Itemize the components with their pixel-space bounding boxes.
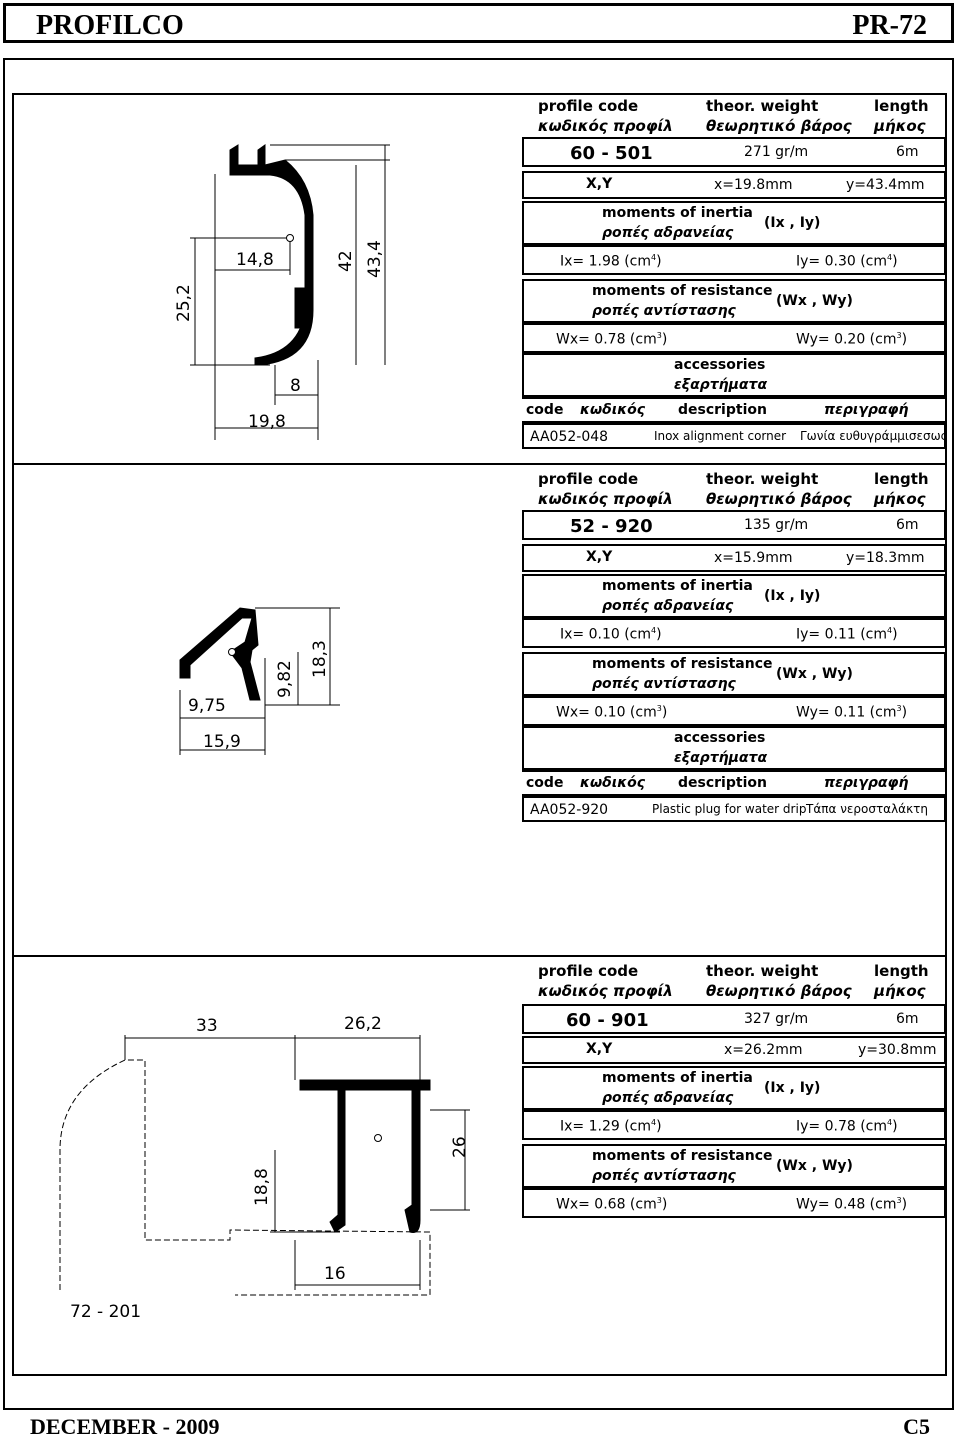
x-value: x=19.8mm xyxy=(714,177,793,193)
wy-value: Wy= 0.11 (cm xyxy=(796,704,897,721)
wx-value: Wx= 0.78 (cm xyxy=(556,331,657,348)
inertia-label-gr: ροπές αδρανείας xyxy=(602,598,734,614)
dim-label: 43,4 xyxy=(365,240,385,278)
inertia-label: moments of inertia xyxy=(602,1070,753,1086)
y-value: y=43.4mm xyxy=(846,177,925,193)
profile-row xyxy=(522,510,946,540)
xy-row xyxy=(522,1036,946,1064)
length-label-gr: μήκος xyxy=(874,117,926,135)
resistance-label-gr: ροπές αντίστασης xyxy=(592,1168,736,1184)
accessories-header xyxy=(522,726,946,770)
footer-date: DECEMBER - 2009 xyxy=(30,1414,220,1439)
code-label-gr: κωδικός xyxy=(580,775,646,791)
resistance-label: moments of resistance xyxy=(592,656,773,672)
y-value: y=30.8mm xyxy=(858,1042,937,1058)
brand-name: PROFILCO xyxy=(36,10,184,41)
resistance-header xyxy=(522,652,946,696)
profile-2-shape xyxy=(180,608,260,700)
weight-label-gr: θεωρητικό βάρος xyxy=(706,117,852,135)
description-label: description xyxy=(678,775,767,791)
dim-label: 19,8 xyxy=(248,412,286,432)
wxwy-label: (Wx , Wy) xyxy=(776,1158,853,1174)
accessory-desc: Inox alignment corner xyxy=(654,429,787,443)
accessories-label: accessories xyxy=(674,357,766,373)
dim-label: 33 xyxy=(196,1016,218,1036)
profile-code: 52 - 920 xyxy=(570,516,653,537)
dim-label: 9,82 xyxy=(275,660,295,698)
profile-code-label-gr: κωδικός προφίλ xyxy=(538,490,673,508)
dim-label: 18,3 xyxy=(310,640,330,678)
profile-code-label: profile code xyxy=(538,470,639,488)
accessory-desc-gr: Γωνία ευθυγράμμισεσως xyxy=(800,429,948,443)
dim-label: 14,8 xyxy=(236,250,274,270)
y-value: y=18.3mm xyxy=(846,550,925,566)
inertia-header xyxy=(522,574,946,618)
dim-label: 18,8 xyxy=(252,1168,272,1206)
resistance-label-gr: ροπές αντίστασης xyxy=(592,303,736,319)
xy-label: X,Y xyxy=(586,549,613,565)
accessories-header xyxy=(522,353,946,397)
length-label: length xyxy=(874,962,929,980)
length-label-gr: μήκος xyxy=(874,982,926,1000)
ix-value: Ix= 1.29 (cm xyxy=(560,1118,652,1135)
weight-label: theor. weight xyxy=(706,470,819,488)
iy-value: Iy= 0.30 (cm xyxy=(796,253,888,270)
accessory-row xyxy=(522,423,946,449)
weight-label: theor. weight xyxy=(706,97,819,115)
accessory-desc: Plastic plug for water drip xyxy=(652,802,807,816)
wy-value: Wy= 0.48 (cm xyxy=(796,1196,897,1213)
wx-value: Wx= 0.10 (cm xyxy=(556,704,657,721)
xy-label: X,Y xyxy=(586,1041,613,1057)
inertia-label-gr: ροπές αδρανείας xyxy=(602,1090,734,1106)
accessory-columns xyxy=(522,397,946,423)
ixiy-label: (Ix , Iy) xyxy=(764,1080,821,1096)
inertia-values: Ix= 1.29 $(cm^4)$ Iy= 0.78 $(cm^4)$ xyxy=(522,1110,946,1140)
accessory-code: AA052-920 xyxy=(530,802,609,818)
profile-code-label-gr: κωδικός προφίλ xyxy=(538,982,673,1000)
resistance-values: Wx= 0.10 $(cm^3)$ Wy= 0.11 $(cm^3)$ xyxy=(522,696,946,726)
resistance-label: moments of resistance xyxy=(592,283,773,299)
iy-value: Iy= 0.11 (cm xyxy=(796,626,888,643)
profile-length: 6m xyxy=(896,517,919,533)
footer-page: C5 xyxy=(903,1414,930,1439)
dim-label: 26,2 xyxy=(344,1014,382,1034)
accessory-desc-gr: Τάπα νεροσταλάκτη xyxy=(806,802,928,816)
profile-code: 60 - 901 xyxy=(566,1010,649,1031)
accessories-label: accessories xyxy=(674,730,766,746)
inertia-label: moments of inertia xyxy=(602,205,753,221)
inertia-label-gr: ροπές αδρανείας xyxy=(602,225,734,241)
dim-label: 9,75 xyxy=(188,696,226,716)
profile-1-slot xyxy=(295,288,307,328)
code-label: code xyxy=(526,775,564,791)
profile-weight: 327 gr/m xyxy=(744,1011,809,1027)
xy-row xyxy=(522,171,946,199)
dim-label: 26 xyxy=(450,1136,470,1158)
resistance-label-gr: ροπές αντίστασης xyxy=(592,676,736,692)
accessory-columns xyxy=(522,770,946,796)
profile-code-label: profile code xyxy=(538,97,639,115)
inertia-label: moments of inertia xyxy=(602,578,753,594)
code-label-gr: κωδικός xyxy=(580,402,646,418)
ix-value: Ix= 0.10 (cm xyxy=(560,626,652,643)
wxwy-label: (Wx , Wy) xyxy=(776,666,853,682)
resistance-header xyxy=(522,279,946,323)
inertia-header xyxy=(522,201,946,245)
profile-3-drawing xyxy=(60,1035,470,1295)
description-label: description xyxy=(678,402,767,418)
length-label: length xyxy=(874,470,929,488)
xy-label: X,Y xyxy=(586,176,613,192)
inertia-values: Ix= 1.98 $(cm^4)$ Iy= 0.30 $(cm^4)$ xyxy=(522,245,946,275)
inertia-values: Ix= 0.10 $(cm^4)$ Iy= 0.11 $(cm^4)$ xyxy=(522,618,946,648)
profile-code: 60 - 501 xyxy=(570,143,653,164)
length-label-gr: μήκος xyxy=(874,490,926,508)
resistance-header xyxy=(522,1144,946,1188)
wy-value: Wy= 0.20 (cm xyxy=(796,331,897,348)
page-code: PR-72 xyxy=(852,10,927,41)
accessory-row xyxy=(522,796,946,822)
profile-code-label-gr: κωδικός προφίλ xyxy=(538,117,673,135)
profile-row xyxy=(522,1004,946,1034)
reference-profile-label: 72 - 201 xyxy=(70,1302,142,1322)
profile-weight: 271 gr/m xyxy=(744,144,809,160)
weight-label: theor. weight xyxy=(706,962,819,980)
x-value: x=15.9mm xyxy=(714,550,793,566)
accessories-label-gr: εξαρτήματα xyxy=(674,377,768,393)
profile-length: 6m xyxy=(896,1011,919,1027)
xy-row xyxy=(522,544,946,572)
accessories-label-gr: εξαρτήματα xyxy=(674,750,768,766)
dim-label: 15,9 xyxy=(203,732,241,752)
x-value: x=26.2mm xyxy=(724,1042,803,1058)
code-label: code xyxy=(526,402,564,418)
dim-label: 25,2 xyxy=(174,284,194,322)
weight-label-gr: θεωρητικό βάρος xyxy=(706,490,852,508)
dim-label: 42 xyxy=(336,250,356,272)
description-label-gr: περιγραφή xyxy=(824,402,909,418)
resistance-values: Wx= 0.68 $(cm^3)$ Wy= 0.48 $(cm^3)$ xyxy=(522,1188,946,1218)
ix-value: Ix= 1.98 (cm xyxy=(560,253,652,270)
profile-row xyxy=(522,137,946,167)
ixiy-label: (Ix , Iy) xyxy=(764,588,821,604)
length-label: length xyxy=(874,97,929,115)
wxwy-label: (Wx , Wy) xyxy=(776,293,853,309)
inertia-header xyxy=(522,1066,946,1110)
resistance-label: moments of resistance xyxy=(592,1148,773,1164)
profile-weight: 135 gr/m xyxy=(744,517,809,533)
profile-code-label: profile code xyxy=(538,962,639,980)
dim-label: 8 xyxy=(290,376,301,396)
profile-length: 6m xyxy=(896,144,919,160)
profile-3-shape xyxy=(300,1080,430,1233)
description-label-gr: περιγραφή xyxy=(824,775,909,791)
ixiy-label: (Ix , Iy) xyxy=(764,215,821,231)
iy-value: Iy= 0.78 (cm xyxy=(796,1118,888,1135)
dim-label: 16 xyxy=(324,1264,346,1284)
weight-label-gr: θεωρητικό βάρος xyxy=(706,982,852,1000)
wx-value: Wx= 0.68 (cm xyxy=(556,1196,657,1213)
resistance-values: Wx= 0.78 $(cm^3)$ Wy= 0.20 $(cm^3)$ xyxy=(522,323,946,353)
accessory-code: AA052-048 xyxy=(530,429,609,445)
